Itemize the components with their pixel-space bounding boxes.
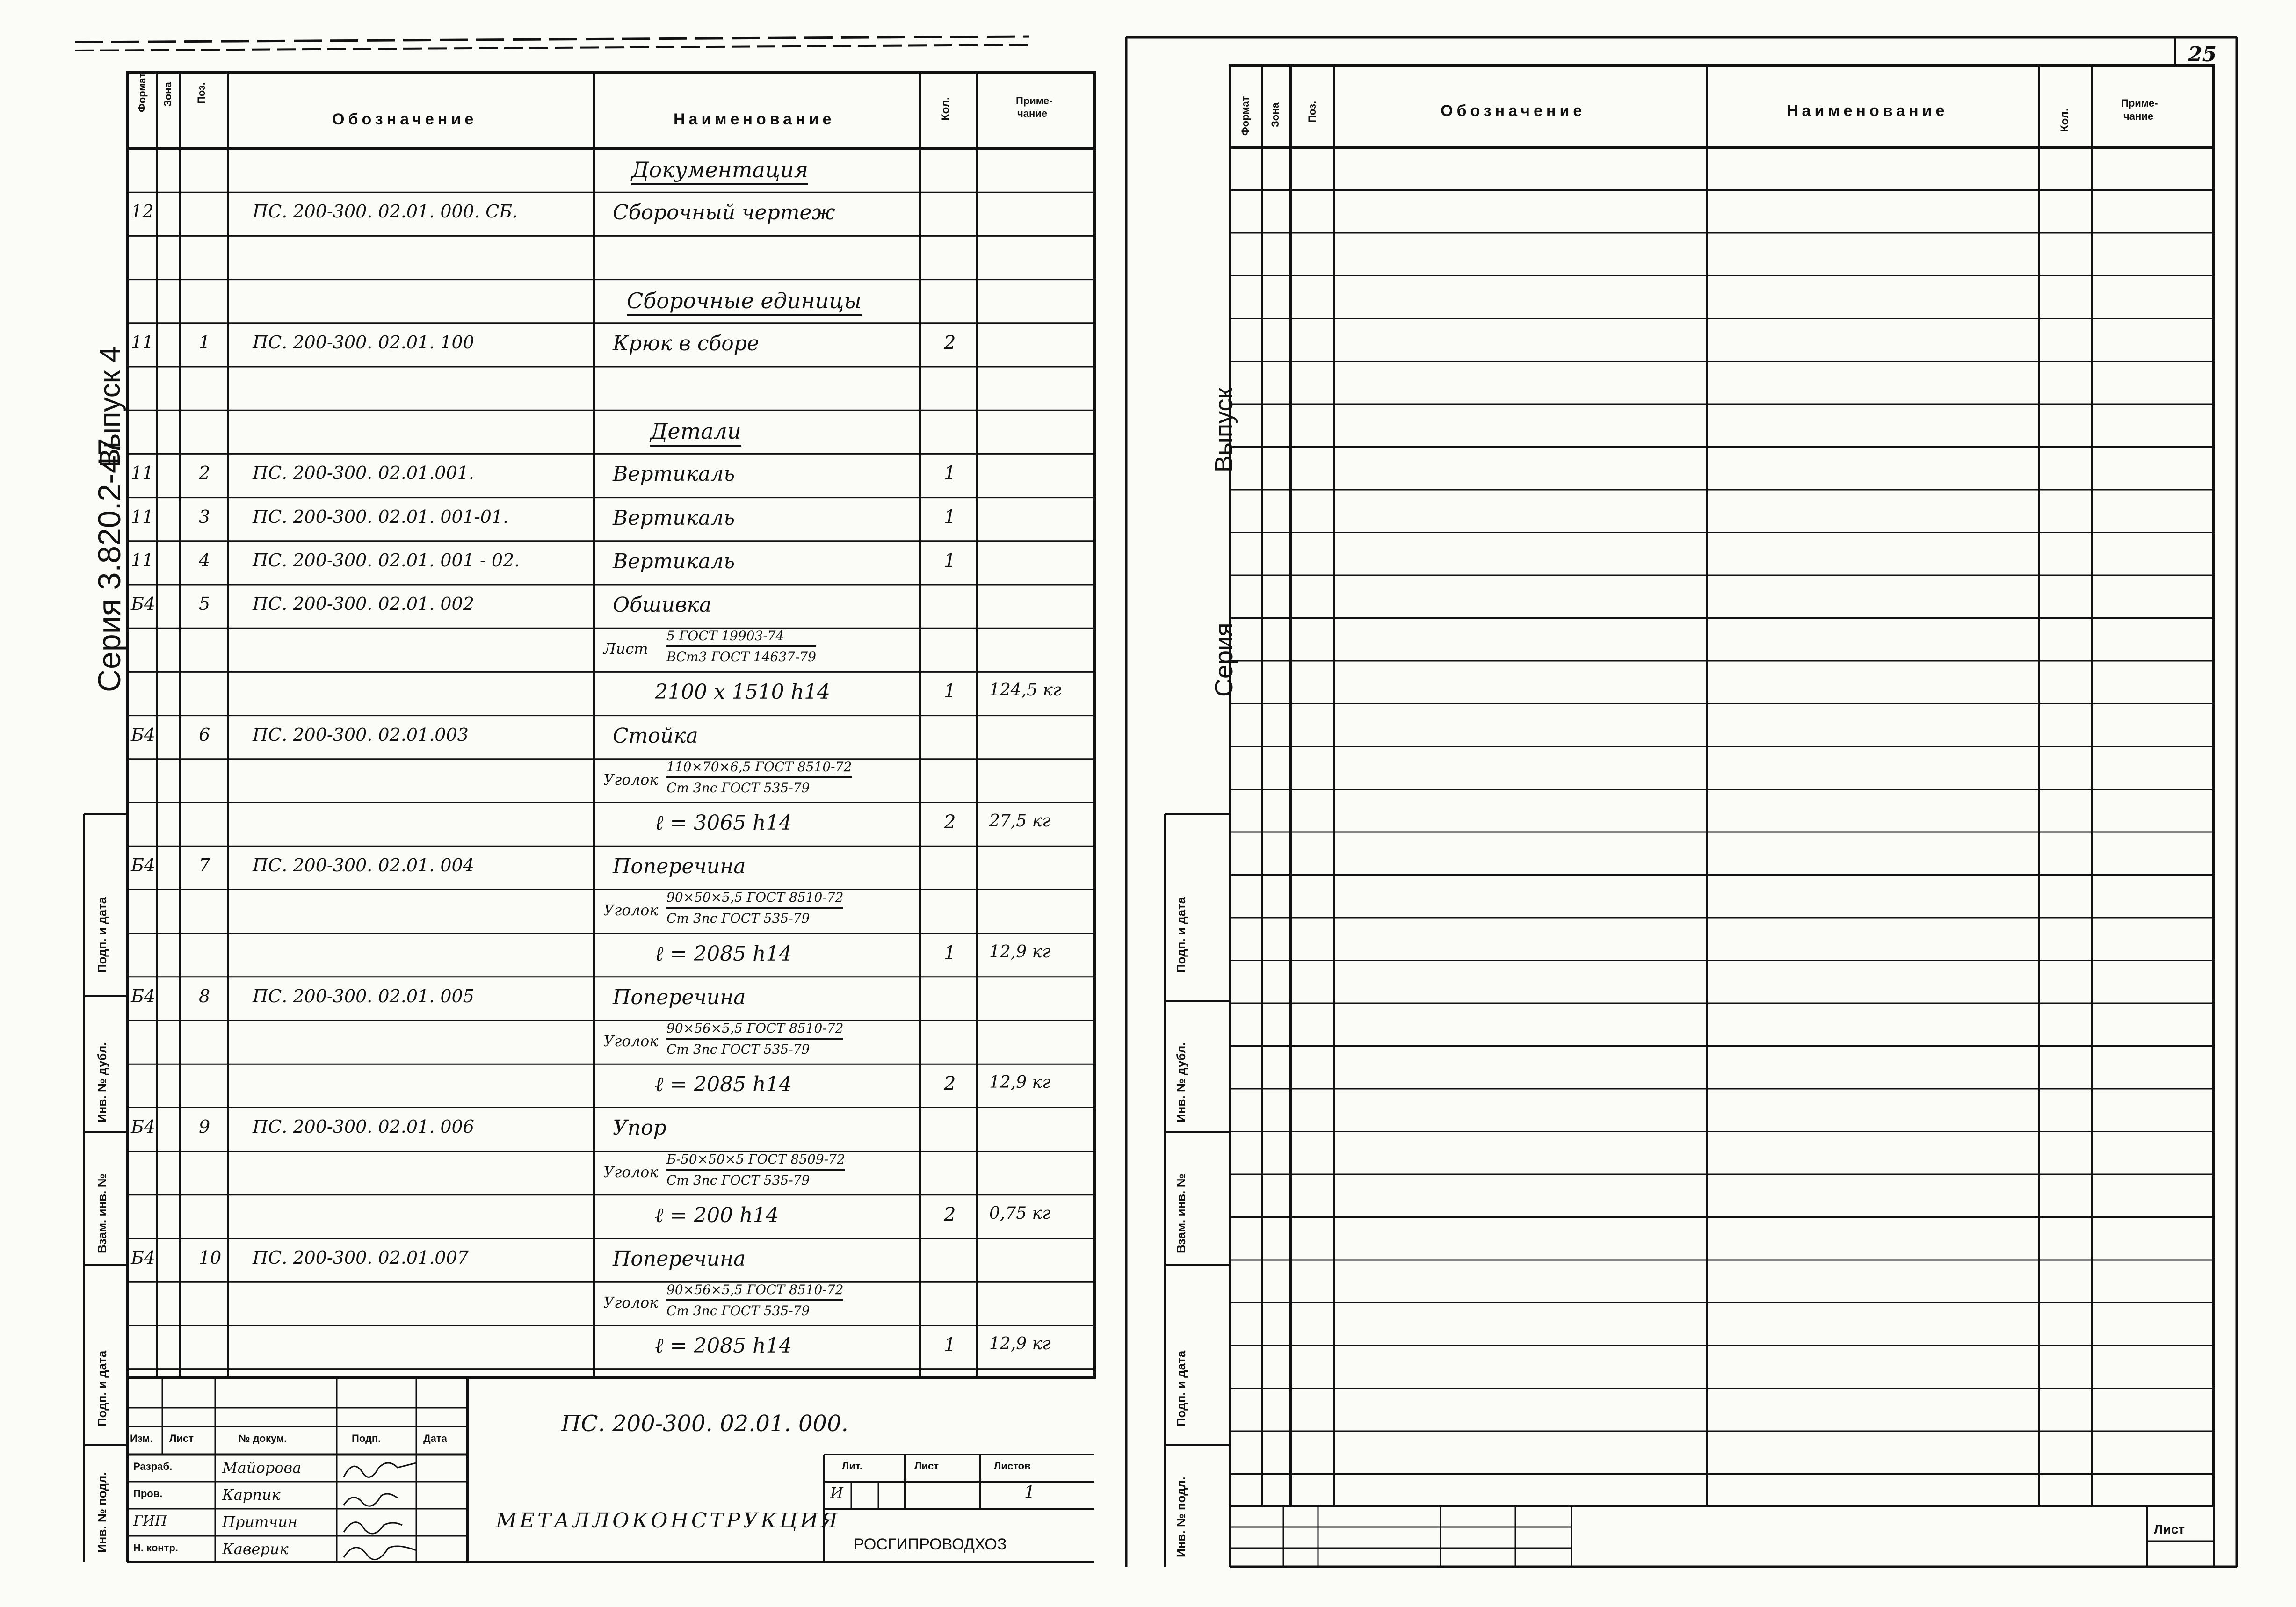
cell-name: Вертикаль	[613, 549, 735, 573]
cell-pos: 8	[199, 985, 210, 1006]
r-header-pos: Поз.	[1306, 101, 1318, 123]
cell-note: 12,9 кг	[989, 1334, 1051, 1354]
person-razrab: Майорова	[222, 1459, 302, 1477]
header-zone: Зона	[162, 82, 174, 107]
cell-name: ℓ = 200 h14	[655, 1203, 779, 1227]
cell-qty: 2	[944, 332, 956, 354]
cell-pos: 2	[199, 463, 210, 484]
person-nkontr: Каверик	[222, 1540, 289, 1558]
r-stamp-inv-dubl: Инв. № дубл.	[1174, 1042, 1188, 1122]
r-header-zone: Зона	[1269, 102, 1281, 127]
cell-designation: ПС. 200-300. 02.01. 100	[253, 332, 474, 353]
header-note-1: Приме-	[1016, 95, 1053, 107]
cell-qty: 2	[944, 1073, 956, 1095]
cell-name: Документация	[631, 159, 808, 185]
header-pos: Поз.	[196, 82, 207, 104]
r-stamp-inv-podl: Инв. № подл.	[1174, 1477, 1188, 1557]
person-gip: Притчин	[222, 1513, 297, 1531]
stamp-inv-podl: Инв. № подл.	[95, 1472, 109, 1553]
cell-qty: 1	[944, 1334, 956, 1356]
material-label: Уголок	[603, 1032, 659, 1050]
role-nkontr: Н. контр.	[133, 1542, 178, 1554]
r-header-format: Формат	[1239, 96, 1251, 136]
header-designation: Обозначение	[332, 110, 478, 128]
cell-note: 124,5 кг	[989, 680, 1062, 700]
material-profile: 90×56×5,5 ГОСТ 8510-72	[666, 1282, 843, 1301]
cell-pos: 1	[199, 332, 210, 353]
material-label: Лист	[603, 640, 648, 658]
role-gip: ГИП	[133, 1513, 167, 1529]
cell-pos: 3	[199, 506, 210, 527]
cell-name: Крюк в сборе	[613, 331, 760, 355]
cell-name: ℓ = 2085 h14	[655, 1334, 792, 1358]
cell-designation: ПС. 200-300. 02.01.007	[253, 1247, 469, 1268]
material-label: Уголок	[603, 1163, 659, 1181]
stamp-inv-dubl: Инв. № дубл.	[95, 1042, 109, 1122]
r-header-qty: Кол.	[2058, 108, 2071, 132]
cell-name: Упор	[613, 1116, 666, 1140]
cell-format: 11	[131, 463, 154, 484]
cell-note: 27,5 кг	[989, 811, 1051, 831]
product-name: МЕТАЛЛОКОНСТРУКЦИЯ	[496, 1509, 840, 1533]
r-stamp-sign-date-1: Подп. и дата	[1174, 897, 1188, 973]
r-header-note-2: чание	[2123, 110, 2154, 122]
page-number: 25	[2188, 43, 2217, 66]
material-steel: Ст 3пс ГОСТ 535-79	[666, 1172, 810, 1188]
cell-qty: 1	[944, 463, 956, 485]
org-name: РОСГИПРОВОДХОЗ	[854, 1535, 1007, 1553]
material-spec	[666, 1282, 843, 1318]
cell-format: 11	[131, 332, 154, 353]
cell-format: Б4	[131, 855, 156, 876]
cell-note: 12,9 кг	[989, 942, 1051, 962]
material-steel: Ст 3пс ГОСТ 535-79	[666, 911, 810, 927]
cell-name: Поперечина	[613, 985, 746, 1009]
cell-designation: ПС. 200-300. 02.01.003	[253, 724, 469, 745]
r-header-name: Наименование	[1787, 102, 1948, 120]
role-razrab: Разраб.	[133, 1461, 173, 1472]
stamp-sign-date-1: Подп. и дата	[95, 897, 109, 973]
cell-name: Сборочные единицы	[627, 290, 862, 316]
cell-format: Б4	[131, 1116, 156, 1137]
person-prov: Карпик	[222, 1486, 281, 1504]
material-spec	[666, 1021, 843, 1057]
cell-name: ℓ = 3065 h14	[655, 811, 792, 835]
material-label: Уголок	[603, 770, 659, 789]
material-label: Уголок	[603, 901, 659, 919]
material-profile: 5 ГОСТ 19903-74	[666, 628, 816, 647]
right-sheet-label: Лист	[2154, 1522, 2185, 1536]
header-qty: Кол.	[939, 97, 952, 121]
material-profile: 90×50×5,5 ГОСТ 8510-72	[666, 890, 843, 909]
issue-label-left: Выпуск 4	[94, 346, 126, 468]
cell-name: Вертикаль	[613, 506, 735, 530]
cell-qty: 1	[944, 550, 956, 572]
col-date: Дата	[423, 1433, 447, 1444]
series-label-left: Серия 3.820.2-47	[92, 438, 127, 692]
material-spec	[666, 628, 816, 665]
cell-name: ℓ = 2085 h14	[655, 1072, 792, 1097]
r-stamp-vzam-inv: Взам. инв. №	[1174, 1173, 1188, 1253]
r-header-designation: Обозначение	[1441, 102, 1586, 120]
cell-designation: ПС. 200-300. 02.01. 004	[253, 855, 474, 876]
material-spec	[666, 759, 852, 796]
cell-designation: ПС. 200-300. 02.01. 000. СБ.	[253, 201, 518, 222]
issue-label-right: Выпуск	[1210, 387, 1238, 472]
doc-code: ПС. 200-300. 02.01. 000.	[561, 1411, 848, 1437]
cell-name: Поперечина	[613, 1247, 746, 1271]
cell-qty: 1	[944, 680, 956, 702]
cell-designation: ПС. 200-300. 02.01. 006	[253, 1116, 474, 1137]
material-spec	[666, 890, 843, 926]
cell-pos: 7	[199, 855, 210, 876]
header-format: Формат	[136, 72, 148, 112]
col-sign: Подп.	[352, 1433, 381, 1444]
cell-designation: ПС. 200-300. 02.01. 005	[253, 985, 474, 1006]
cell-format: Б4	[131, 594, 156, 614]
series-label-right: Серия	[1210, 623, 1238, 697]
stamp-sign-date-2: Подп. и дата	[95, 1350, 109, 1426]
r-header-note-1: Приме-	[2121, 97, 2158, 109]
cell-designation: ПС. 200-300. 02.01. 001 - 02.	[253, 550, 520, 571]
lit-label: Лит.	[842, 1460, 862, 1472]
cell-qty: 1	[944, 506, 956, 528]
cell-pos: 9	[199, 1116, 210, 1137]
cell-name: Детали	[650, 420, 741, 447]
col-docnum: № докум.	[239, 1433, 287, 1444]
role-prov: Пров.	[133, 1488, 163, 1499]
material-steel: Ст 3пс ГОСТ 535-79	[666, 1042, 810, 1057]
header-note-2: чание	[1017, 108, 1048, 119]
cell-note: 0,75 кг	[989, 1203, 1051, 1223]
cell-pos: 5	[199, 594, 210, 614]
cell-pos: 6	[199, 724, 210, 745]
cell-format: Б4	[131, 1247, 156, 1268]
cell-qty: 2	[944, 811, 956, 833]
cell-format: Б4	[131, 985, 156, 1006]
cell-format: Б4	[131, 724, 156, 745]
cell-qty: 2	[944, 1203, 956, 1225]
cell-name: Стойка	[613, 724, 698, 748]
lit-value: И	[830, 1484, 843, 1502]
cell-designation: ПС. 200-300. 02.01.001.	[253, 463, 474, 484]
material-profile: 110×70×6,5 ГОСТ 8510-72	[666, 759, 852, 778]
cell-format: 11	[131, 550, 154, 571]
material-steel: Ст 3пс ГОСТ 535-79	[666, 1303, 810, 1319]
header-name: Наименование	[674, 110, 835, 128]
cell-format: 12	[131, 201, 154, 222]
cell-name: ℓ = 2085 h14	[655, 941, 792, 966]
cell-name: Сборочный чертеж	[613, 201, 835, 225]
cell-designation: ПС. 200-300. 02.01. 002	[253, 594, 474, 614]
cell-name: Вертикаль	[613, 462, 735, 486]
material-steel: ВСт3 ГОСТ 14637-79	[666, 649, 816, 665]
r-stamp-sign-date-2: Подп. и дата	[1174, 1350, 1188, 1426]
cell-pos: 4	[199, 550, 210, 571]
material-spec	[666, 1151, 845, 1188]
cell-name: 2100 х 1510 h14	[655, 680, 831, 704]
col-list: Лист	[169, 1433, 194, 1444]
material-profile: Б-50×50×5 ГОСТ 8509-72	[666, 1151, 845, 1171]
cell-name: Поперечина	[613, 854, 746, 879]
material-profile: 90×56×5,5 ГОСТ 8510-72	[666, 1021, 843, 1040]
cell-name: Обшивка	[613, 593, 712, 617]
cell-format: 11	[131, 506, 154, 527]
col-izm: Изм.	[130, 1433, 153, 1444]
cell-pos: 10	[199, 1247, 222, 1268]
cell-qty: 1	[944, 942, 956, 964]
sheets-label: Листов	[994, 1460, 1031, 1472]
material-steel: Ст 3пс ГОСТ 535-79	[666, 780, 810, 796]
stamp-vzam-inv: Взам. инв. №	[95, 1173, 109, 1253]
cell-note: 12,9 кг	[989, 1073, 1051, 1093]
cell-designation: ПС. 200-300. 02.01. 001-01.	[253, 506, 509, 527]
sheets-value: 1	[1024, 1483, 1035, 1502]
material-label: Уголок	[603, 1294, 659, 1312]
sheet-label: Лист	[914, 1460, 939, 1472]
